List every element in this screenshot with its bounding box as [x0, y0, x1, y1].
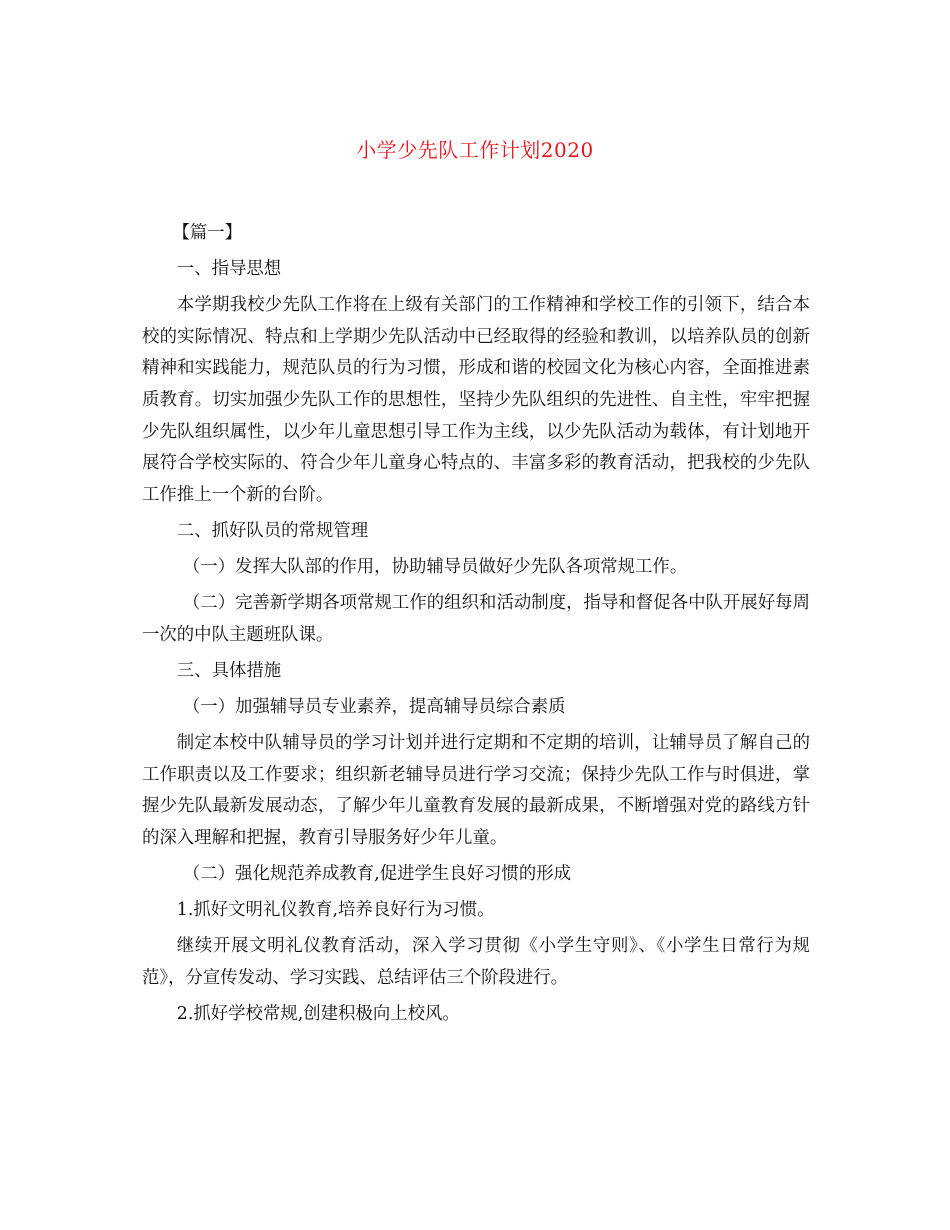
heading-routine-management: 二、抓好队员的常规管理: [176, 520, 369, 541]
paragraph-etiquette-activities: 继续开展文明礼仪教育活动，深入学习贯彻《小学生守则》、《小学生日常行为规范》，分宣传发动、学习实践、总结评估三个阶段进行。: [142, 935, 810, 988]
item-etiquette-education: 1.抓好文明礼仪教育,培养良好行为习惯。: [176, 899, 495, 920]
item-improve-system: （二）完善新学期各项常规工作的组织和活动制度，指导和督促各中队开展好每周一次的中队主题班队课。: [142, 593, 810, 645]
subheading-habit-formation: （二）强化规范养成教育,促进学生良好习惯的形成: [182, 863, 571, 884]
paragraph-counselor-training: 制定本校中队辅导员的学习计划并进行定期和不定期的培训，让辅导员了解自己的工作职责以及工作要求；组织新老辅导员进行学习交流；保持少先队工作与时俱进，掌握少先队最新发展动态，了解少年儿童教育发展的最新成果，不断增强对党的路线方针的深入理解和把握，教育引导服务好少年儿童。: [142, 732, 810, 848]
item-brigade-role: （一）发挥大队部的作用，协助辅导员做好少先队各项常规工作。: [182, 556, 688, 577]
heading-guiding-thought: 一、指导思想: [176, 259, 282, 280]
subheading-counselor-quality: （一）加强辅导员专业素养，提高辅导员综合素质: [182, 696, 566, 717]
item-school-routine: 2.抓好学校常规,创建积极向上校风。: [176, 1003, 460, 1024]
document-title: 小学少先队工作计划2020: [356, 138, 594, 162]
heading-specific-measures: 三、具体措施: [176, 660, 282, 681]
document-body: [142, 218, 810, 1035]
paragraph-guiding-thought: 本学期我校少先队工作将在上级有关部门的工作精神和学校工作的引领下，结合本校的实际情况、特点和上学期少先队活动中已经取得的经验和教训，以培养队员的创新精神和实践能力，规范队员的行为习惯，形成和谐的校园文化为核心内容，全面推进素质教育。切实加强少先队工作的思想性，坚持少先队组织的先进性、自主性，牢牢把握少先队组织属性，以少年儿童思想引导工作为主线，以少先队活动为载体，有计划地开展符合学校实际的、符合少年儿童身心特点的、丰富多彩的教育活动，把我校的少先队工作推上一个新的台阶。: [142, 295, 810, 505]
section-marker: 【篇一】: [172, 223, 243, 243]
